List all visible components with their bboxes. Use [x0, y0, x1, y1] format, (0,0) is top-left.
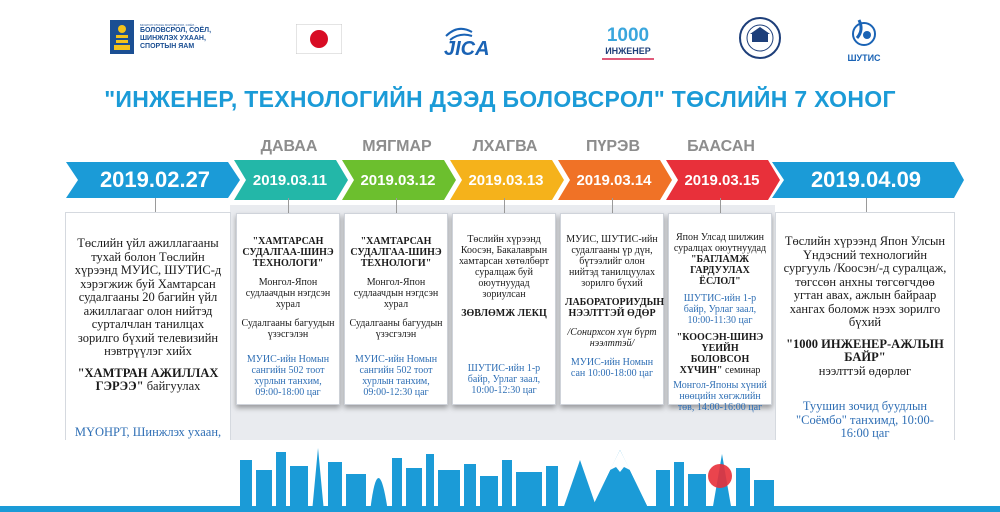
friday-event2-title: "КООСЭН-ШИНЭ ҮЕИЙН БОЛОВСОН ХҮЧИН"	[676, 332, 764, 376]
card-tuesday	[344, 213, 448, 405]
tuesday-event: "ХАМТАРСАН СУДАЛГАА-ШИНЭ ТЕХНОЛОГИ"	[350, 236, 442, 269]
card-wednesday	[452, 213, 556, 405]
friday-event1: "БАГЛАМЖ ГАРДУУЛАХ ЁСЛОЛ"	[690, 254, 750, 287]
date-start: 2019.02.27	[99, 167, 211, 192]
monday-location: МУИС-ийн Номын сангийн 502 тоот хурлын танхим, 09:00-18:00 цаг	[246, 354, 330, 398]
card-monday	[236, 213, 340, 405]
connector-line	[396, 198, 397, 214]
day-label-tuesday: МЯГМАР	[362, 138, 432, 155]
friday-description: Япон Улсад шилжин суралцах оюутнуудад	[673, 232, 767, 254]
ministry-subtext: МОНГОЛ УЛСЫН БОЛОВСРОЛ, СОЁЛ...	[140, 23, 197, 27]
jica-text: JICA	[444, 38, 490, 60]
engineer-1000-text: ИНЖЕНЕР	[605, 46, 651, 56]
date-wednesday: 2019.03.13	[468, 171, 544, 189]
monday-line2: Судалгааны багуудын үзэсгэлэн	[241, 318, 335, 340]
shutis-emblem-icon	[849, 16, 879, 48]
date-friday: 2019.03.15	[684, 171, 760, 189]
wednesday-description: Төслийн хүрээнд Коосэн, Бакалаврын хамтарсан хөтөлбөрт суралцаж буй оюутнуудад зориулсан	[458, 234, 550, 300]
city-skyline-illustration	[0, 440, 1000, 512]
monday-event: "ХАМТАРСАН СУДАЛГАА-ШИНЭ ТЕХНОЛОГИ"	[242, 236, 334, 269]
thursday-note: /Сонирхсон хүн бүрт нээлттэй/	[567, 327, 657, 349]
end-description: Төслийн хүрээнд Япон Улсын Үндэсний технологийн сургууль /Коосэн/-д суралцаж, төгссөн анхны төгсөгчдөө угтан авах, ажлын байраар хангах боломж нээх зорилго бүхий	[783, 234, 947, 329]
shutis-logo	[844, 16, 884, 63]
tuesday-location: МУИС-ийн Номын сангийн 502 тоот хурлын танхим, 09:00-12:30 цаг	[354, 354, 438, 398]
wednesday-event: ЗӨВЛӨМЖ ЛЕКЦ	[461, 308, 547, 319]
day-label-wednesday: ЛХАГВА	[472, 138, 538, 155]
date-monday: 2019.03.11	[252, 171, 328, 189]
wednesday-location: ШУТИС-ийн 1-р байр, Урлаг заал, 10:00-12:30 цаг	[467, 363, 541, 396]
page-title: "ИНЖЕНЕР, ТЕХНОЛОГИЙН ДЭЭД БОЛОВСРОЛ" ТӨСЛИЙН 7 ХОНОГ	[104, 86, 896, 112]
day-label-friday: БААСАН	[687, 138, 755, 155]
friday-event2-suffix: семинар	[722, 365, 761, 376]
day-label-thursday: ПҮРЭВ	[585, 138, 640, 155]
connector-line	[612, 198, 613, 214]
date-tuesday: 2019.03.12	[360, 171, 436, 189]
thursday-location: МУИС-ийн Номын сан 10:00-18:00 цаг	[570, 357, 654, 379]
engineer-1000-logo	[592, 26, 664, 60]
day-label-monday: ДАВАА	[260, 138, 318, 155]
card-start	[66, 213, 230, 443]
card-thursday	[560, 213, 664, 405]
thursday-event: ЛАБОРАТОРИУДЫН НЭЭЛТТЭЙ ӨДӨР	[565, 297, 665, 319]
start-location: МҮОНРТ, Шинжлэх ухаан,	[74, 424, 222, 439]
thursday-description: МУИС, ШУТИС-ийн судалгааны үр дүн, бүтээлийг олон нийтэд танилцуулах зорилго бүхий	[566, 234, 658, 289]
date-end: 2019.04.09	[810, 167, 922, 192]
jica-logo	[442, 26, 494, 67]
end-location: Туушин зочид буудлын "Соёмбо" танхимд, 10:00-16:00 цаг	[796, 399, 934, 440]
ministry-logo	[110, 20, 230, 54]
connector-line	[720, 198, 721, 214]
connector-line	[155, 198, 156, 214]
logo-bar	[0, 0, 1000, 80]
start-description: Төслийн үйл ажиллагааны тухай болон Төслийн хүрээнд МУИС, ШУТИС-д хэрэгжиж буй Хамтарсан судалгааны 20 багийн үйл ажиллагааг олон нийтэд сурталчлан танилцах зорилго бүхий телевизийн нэвтрүүлэг хийх	[74, 236, 222, 358]
friday-location2: Монгол-Японы хүний нөөцийн хөгжлийн төв, 14:00-16:00 цаг	[673, 380, 767, 413]
date-thursday: 2019.03.14	[576, 171, 652, 189]
start-event-suffix: байгуулах	[143, 379, 201, 393]
soyombo-emblem-icon	[110, 20, 134, 54]
monday-line1: Монгол-Япон судлаачдын нэгдсэн хурал	[245, 277, 331, 310]
university-seal	[738, 16, 782, 65]
red-sun-icon	[708, 464, 732, 488]
tuesday-line2: Судалгааны багуудын үзэсгэлэн	[349, 318, 443, 340]
tuesday-line1: Монгол-Япон судлаачдын нэгдсэн хурал	[353, 277, 439, 310]
card-friday	[668, 213, 772, 413]
connector-line	[504, 198, 505, 214]
japan-flag	[296, 24, 342, 59]
end-event-suffix: нээлттэй өдөрлөг	[818, 363, 912, 378]
shutis-text: ШУТИС	[847, 53, 881, 63]
connector-line	[866, 198, 867, 214]
ministry-text: БОЛОВСРОЛ, СОЁЛ, ШИНЖЛЭХ УХААН, СПОРТЫН ЯАМ	[140, 27, 212, 50]
end-event: "1000 ИНЖЕНЕР-АЖЛЫН БАЙР"	[786, 336, 944, 364]
start-event-title: "ХАМТРАН АЖИЛЛАХ ГЭРЭЭ"	[77, 365, 219, 393]
engineer-1000-number: 1000	[606, 25, 650, 46]
friday-event2	[673, 332, 767, 376]
friday-location1: ШУТИС-ийн 1-р байр, Урлаг заал, 10:00-11:30 цаг	[683, 293, 757, 326]
engineer-1000-underline	[602, 58, 654, 60]
card-end	[776, 213, 954, 443]
connector-line	[288, 198, 289, 214]
start-event	[72, 367, 224, 394]
